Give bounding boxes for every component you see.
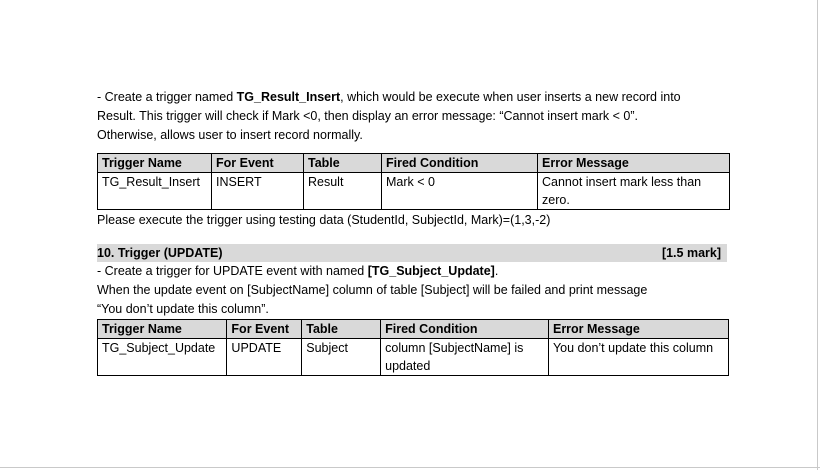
header-cell: Error Message xyxy=(548,320,728,339)
table-row xyxy=(98,173,730,210)
trigger-table-insert xyxy=(97,153,730,210)
table-cell: column [SubjectName] is updated xyxy=(381,339,549,376)
header-cell: Table xyxy=(304,154,382,173)
intro-line-1 xyxy=(97,88,727,107)
table-cell: Cannot insert mark less than zero. xyxy=(538,173,730,210)
header-cell: Error Message xyxy=(538,154,730,173)
section-text: - Create a trigger for UPDATE event with named xyxy=(97,264,368,278)
page-edge-right xyxy=(817,0,818,470)
table-cell: INSERT xyxy=(212,173,304,210)
section-line-2: When the update event on [SubjectName] column of table [Subject] will be failed and print message xyxy=(97,283,648,297)
table-cell: TG_Subject_Update xyxy=(98,339,227,376)
table-header-row xyxy=(98,154,730,173)
document-body xyxy=(97,88,727,376)
table-cell: Mark < 0 xyxy=(382,173,538,210)
intro-line-3: Otherwise, allows user to insert record normally. xyxy=(97,128,363,142)
page-edge-bottom xyxy=(0,467,820,468)
header-cell: Trigger Name xyxy=(98,154,212,173)
header-cell: Trigger Name xyxy=(98,320,227,339)
section-line-3: “You don’t update this column”. xyxy=(97,302,269,316)
section-title: 10. Trigger (UPDATE) xyxy=(97,246,223,260)
section-heading xyxy=(97,244,727,262)
table-row xyxy=(98,339,729,376)
trigger-name-bold: [TG_Subject_Update] xyxy=(367,264,495,278)
header-cell: Fired Condition xyxy=(381,320,549,339)
testing-note: Please execute the trigger using testing data (StudentId, SubjectId, Mark)=(1,3,-2) xyxy=(97,213,551,227)
header-cell: Table xyxy=(302,320,381,339)
table-header-row xyxy=(98,320,729,339)
intro-text: , which would be execute when user inserts a new record into xyxy=(340,90,681,104)
header-cell: Fired Condition xyxy=(382,154,538,173)
section-line-1 xyxy=(97,262,727,281)
table-cell: TG_Result_Insert xyxy=(98,173,212,210)
intro-text: - Create a trigger named xyxy=(97,90,237,104)
table-cell: You don’t update this column xyxy=(548,339,728,376)
table-cell: Result xyxy=(304,173,382,210)
trigger-table-update xyxy=(97,319,729,376)
table-cell: Subject xyxy=(302,339,381,376)
table-cell: UPDATE xyxy=(227,339,302,376)
header-cell: For Event xyxy=(227,320,302,339)
trigger-name-bold: TG_Result_Insert xyxy=(236,90,341,104)
section-mark: [1.5 mark] xyxy=(661,246,721,260)
intro-line-2: Result. This trigger will check if Mark <0, then display an error message: “Cannot insert mark < 0”. xyxy=(97,109,638,123)
header-cell: For Event xyxy=(212,154,304,173)
section-text: . xyxy=(494,264,499,278)
